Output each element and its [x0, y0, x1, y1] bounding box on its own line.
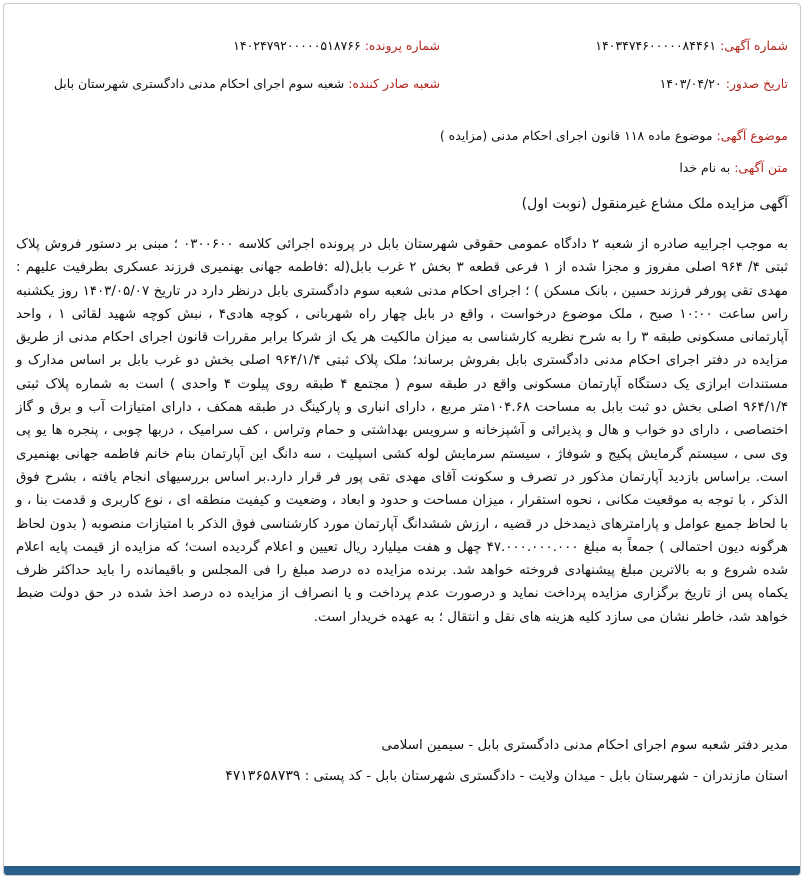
- signoff: مدیر دفتر شعبه سوم اجرای احکام مدنی دادگستری بابل - سیمین اسلامی: [381, 738, 788, 753]
- ad-text-opening: به نام خدا: [679, 160, 731, 175]
- case-number: [233, 38, 440, 53]
- ad-subject: [440, 128, 788, 143]
- issuer-value: شعبه سوم اجرای احکام مدنی دادگستری شهرستان بابل: [53, 76, 345, 91]
- ad-subject-value: موضوع ماده ۱۱۸ قانون اجرای احکام مدنی (مزایده ): [439, 128, 713, 143]
- ad-text-label: متن آگهی:: [734, 160, 788, 175]
- notice-body: به موجب اجراییه صادره از شعبه ۲ دادگاه عمومی حقوقی شهرستان بابل در پرونده اجرائی کلاسه ۰۳۰۰۶۰۰ ؛ مبنی بر دستور فروش پلاک ثبتی ۴/ ۹۶۴ اصلی مفروز و مجزا شده از ۱ فرعی قطعه ۳ بخش ۲ غرب بابل(له :فاطمه جهانی بهنمیری فرزند عسکری بطرفیت علیهم : مهدی تقی پورفر فرزند حسین ، بانک مسکن ) ؛ اجرای احکام مدنی شعبه سوم دادگستری بابل درنظر دارد در تاریخ ۱۴۰۳/۰۵/۰۷ روز یکشنبه راس ساعت ۱۰:۰۰ صبح ، ملک موضوع درخواست ، واقع در بابل چهار راه شهربانی ، کوچه هادی۴ ، نبش کوچه شهید لقائی ۱ ، واحد آپارتمانی مسکونی طبقه ۳ را به شرح نظریه کارشناسی به میزان مالکیت هر یک از شرکا برابر مقررات قانون اجرای احکام مدنی از طریق مزایده در دفتر اجرای احکام مدنی دادگستری بابل بفروش برساند؛ ملک پلاک ثبتی ۹۶۴/۱/۴ اصلی بخش دو غرب بابل بر اساس مدارک و مستندات ابرازی یک دستگاه آپارتمان مسکونی واقع در طبقه سوم ( مجتمع ۴ طبقه روی پیلوت ۴ واحدی ) است به شماره پلاک ثبتی ۹۶۴/۱/۴ اصلی بخش دو ثبت بابل به مساحت ۱۰۴.۶۸متر مربع ، دارای انباری و پارکینگ در طبقه همکف ، دارای امتیازات آب و برق و گاز اختصاصی ، دارای دو خواب و هال و پذیرائی و آشپزخانه و سرویس بهداشتی و حمام وتراس ، کف سرامیک ، دربها چوبی ، پنجره ها یو پی وی سی ، سیستم گرمایش پکیج و شوفاژ ، سیستم سرمایش لوله کشی اسپلیت ، سه دانگ این آپارتمان بنام خانم فاطمه جهانی بهنمیری است. براساس بازدید آپارتمان مذکور در تصرف و سکونت آقای مهدی تقی پور فر قرار دارد.بر اساس بررسیهای انجام یافته ، بشرح فوق الذکر ، با توجه به موقعیت مکانی ، نحوه استقرار ، میزان مساحت و حدود و ابعاد ، وضعیت و کیفیت منطقه ای ، نوع کاربری و قدمت بنا ، و با لحاظ جمیع عوامل و پارامترهای ذیمدخل در قضیه ، ارزش ششدانگ آپارتمان مورد کارشناسی فوق الذکر با امتیازات منصوبه ( بدون لحاظ هرگونه دیون احتمالی ) جمعاً به مبلغ ۴۷.۰۰۰.۰۰۰.۰۰۰ چهل و هفت میلیارد ریال تعیین و اعلام گردیده است؛ که مزایده از قیمت پایه اعلام شده شروع و به بالاترین مبلغ پیشنهادی فروخته خواهد شد. برنده مزایده ده درصد مبلغ را فی المجلس و باقیمانده را باید حداکثر ظرف یکماه پس از تاریخ برگزاری مزایده پرداخت نماید و درصورت عدم پرداخت و یا انصراف از مزایده ده درصد اخذ شده در حق دولت ضبط خواهد شد، خاطر نشان می سازد کلیه هزینه های نقل و انتقال ؛ به عهده خریدار است.: [16, 237, 789, 625]
- issue-date-label: تاریخ صدور:: [725, 76, 788, 91]
- case-number-value: ۱۴۰۲۴۷۹۲۰۰۰۰۰۵۱۸۷۶۶: [233, 38, 361, 53]
- issue-date: [660, 76, 788, 91]
- postal-code: ۴۷۱۳۶۵۸۷۳۹: [225, 768, 301, 784]
- case-number-label: شماره پرونده:: [364, 38, 440, 53]
- issue-date-value: ۱۴۰۳/۰۴/۲۰: [659, 76, 722, 91]
- issuer: [54, 76, 440, 91]
- bottom-bar: [4, 866, 800, 875]
- issuer-label: شعبه صادر کننده:: [348, 76, 440, 91]
- notice-heading: آگهی مزایده ملک مشاع غیرمنقول (نوبت اول): [521, 196, 788, 212]
- ad-number-label: شماره آگهی:: [720, 38, 788, 53]
- ad-text-header: [679, 160, 788, 175]
- ad-number-value: ۱۴۰۳۴۷۴۶۰۰۰۰۰۸۴۴۶۱: [595, 38, 717, 53]
- address-text: استان مازندران - شهرستان بابل - میدان ولایت - دادگستری شهرستان بابل - کد پستی :: [304, 769, 788, 784]
- notice-panel: [3, 3, 801, 876]
- ad-number: [595, 38, 788, 53]
- address: [225, 768, 788, 784]
- ad-subject-label: موضوع آگهی:: [716, 128, 788, 143]
